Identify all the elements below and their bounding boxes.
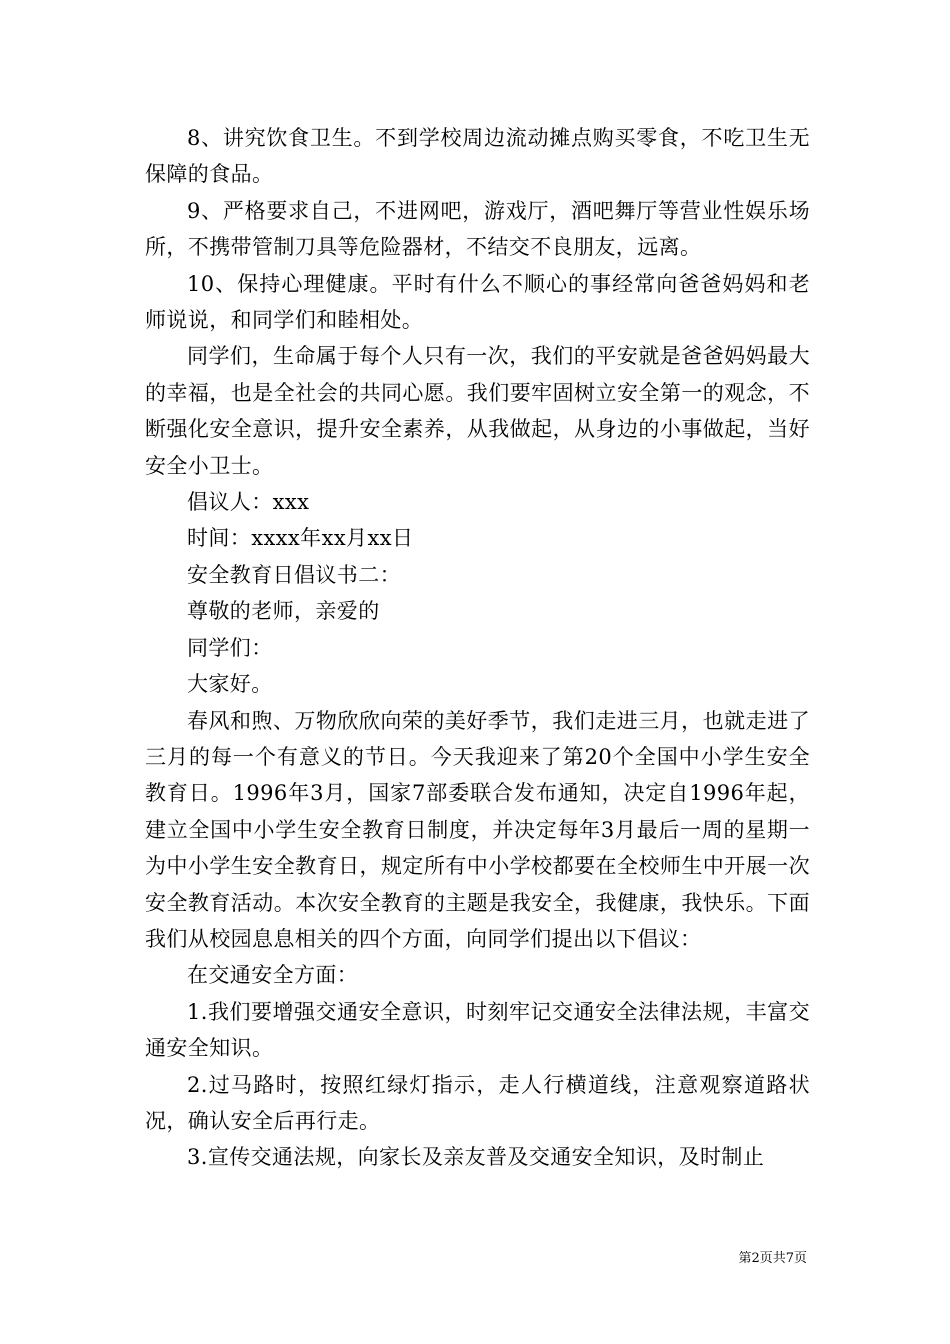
page-number: 第2页共7页 [738, 1251, 807, 1266]
greeting: 大家好。 [187, 672, 273, 697]
list-item: 2.过马路时，按照红绿灯指示，走人行横道线，注意观察道路状况，确认安全后再行走。 [145, 1072, 810, 1133]
salutation: 同学们： [187, 635, 273, 660]
paragraph: 8、讲究饮食卫生。不到学校周边流动摊点购买零食，不吃卫生无保障的食品。 [145, 126, 810, 187]
salutation: 尊敬的老师，亲爱的 [187, 599, 380, 624]
subheading: 在交通安全方面： [187, 963, 359, 988]
signer-line: 倡议人：xxx [187, 490, 310, 515]
paragraph: 同学们，生命属于每个人只有一次，我们的平安就是爸爸妈妈最大的幸福，也是全社会的共同心愿。我们要牢固树立安全第一的观念，不断强化安全意识，提升安全素养，从我做起，从身边的小事做起，当好安全小卫士。 [145, 344, 810, 478]
paragraph: 10、保持心理健康。平时有什么不顺心的事经常向爸爸妈妈和老师说说，和同学们和睦相处。 [145, 271, 810, 333]
paragraph: 春风和煦、万物欣欣向荣的美好季节，我们走进三月，也就走进了三月的每一个有意义的节日。今天我迎来了第20个全国中小学生安全教育日。1996年3月，国家7部委联合发布通知，决定自1996年起，建立全国中小学生安全教育日制度，并决定每年3月最后一周的星期一为中小学生安全教育日，规定所有中小学校都要在全校师生中开展一次安全教育活动。本次安全教育的主题是我安全，我健康，我快乐。下面我们从校园息息相关的四个方面，向同学们提出以下倡议： [145, 708, 810, 951]
paragraph: 9、严格要求自己，不进网吧，游戏厅，酒吧舞厅等营业性娱乐场所，不携带管制刀具等危险器材，不结交不良朋友，远离。 [145, 198, 810, 260]
section-heading: 安全教育日倡议书二： [187, 562, 401, 587]
date-line: 时间：xxxx年xx月xx日 [187, 526, 414, 551]
list-item: 1.我们要增强交通安全意识，时刻牢记交通安全法律法规，丰富交通安全知识。 [145, 999, 810, 1061]
document-body [145, 120, 810, 1176]
list-item: 3.宣传交通法规，向家长及亲友普及交通安全知识，及时制止 [187, 1145, 765, 1170]
